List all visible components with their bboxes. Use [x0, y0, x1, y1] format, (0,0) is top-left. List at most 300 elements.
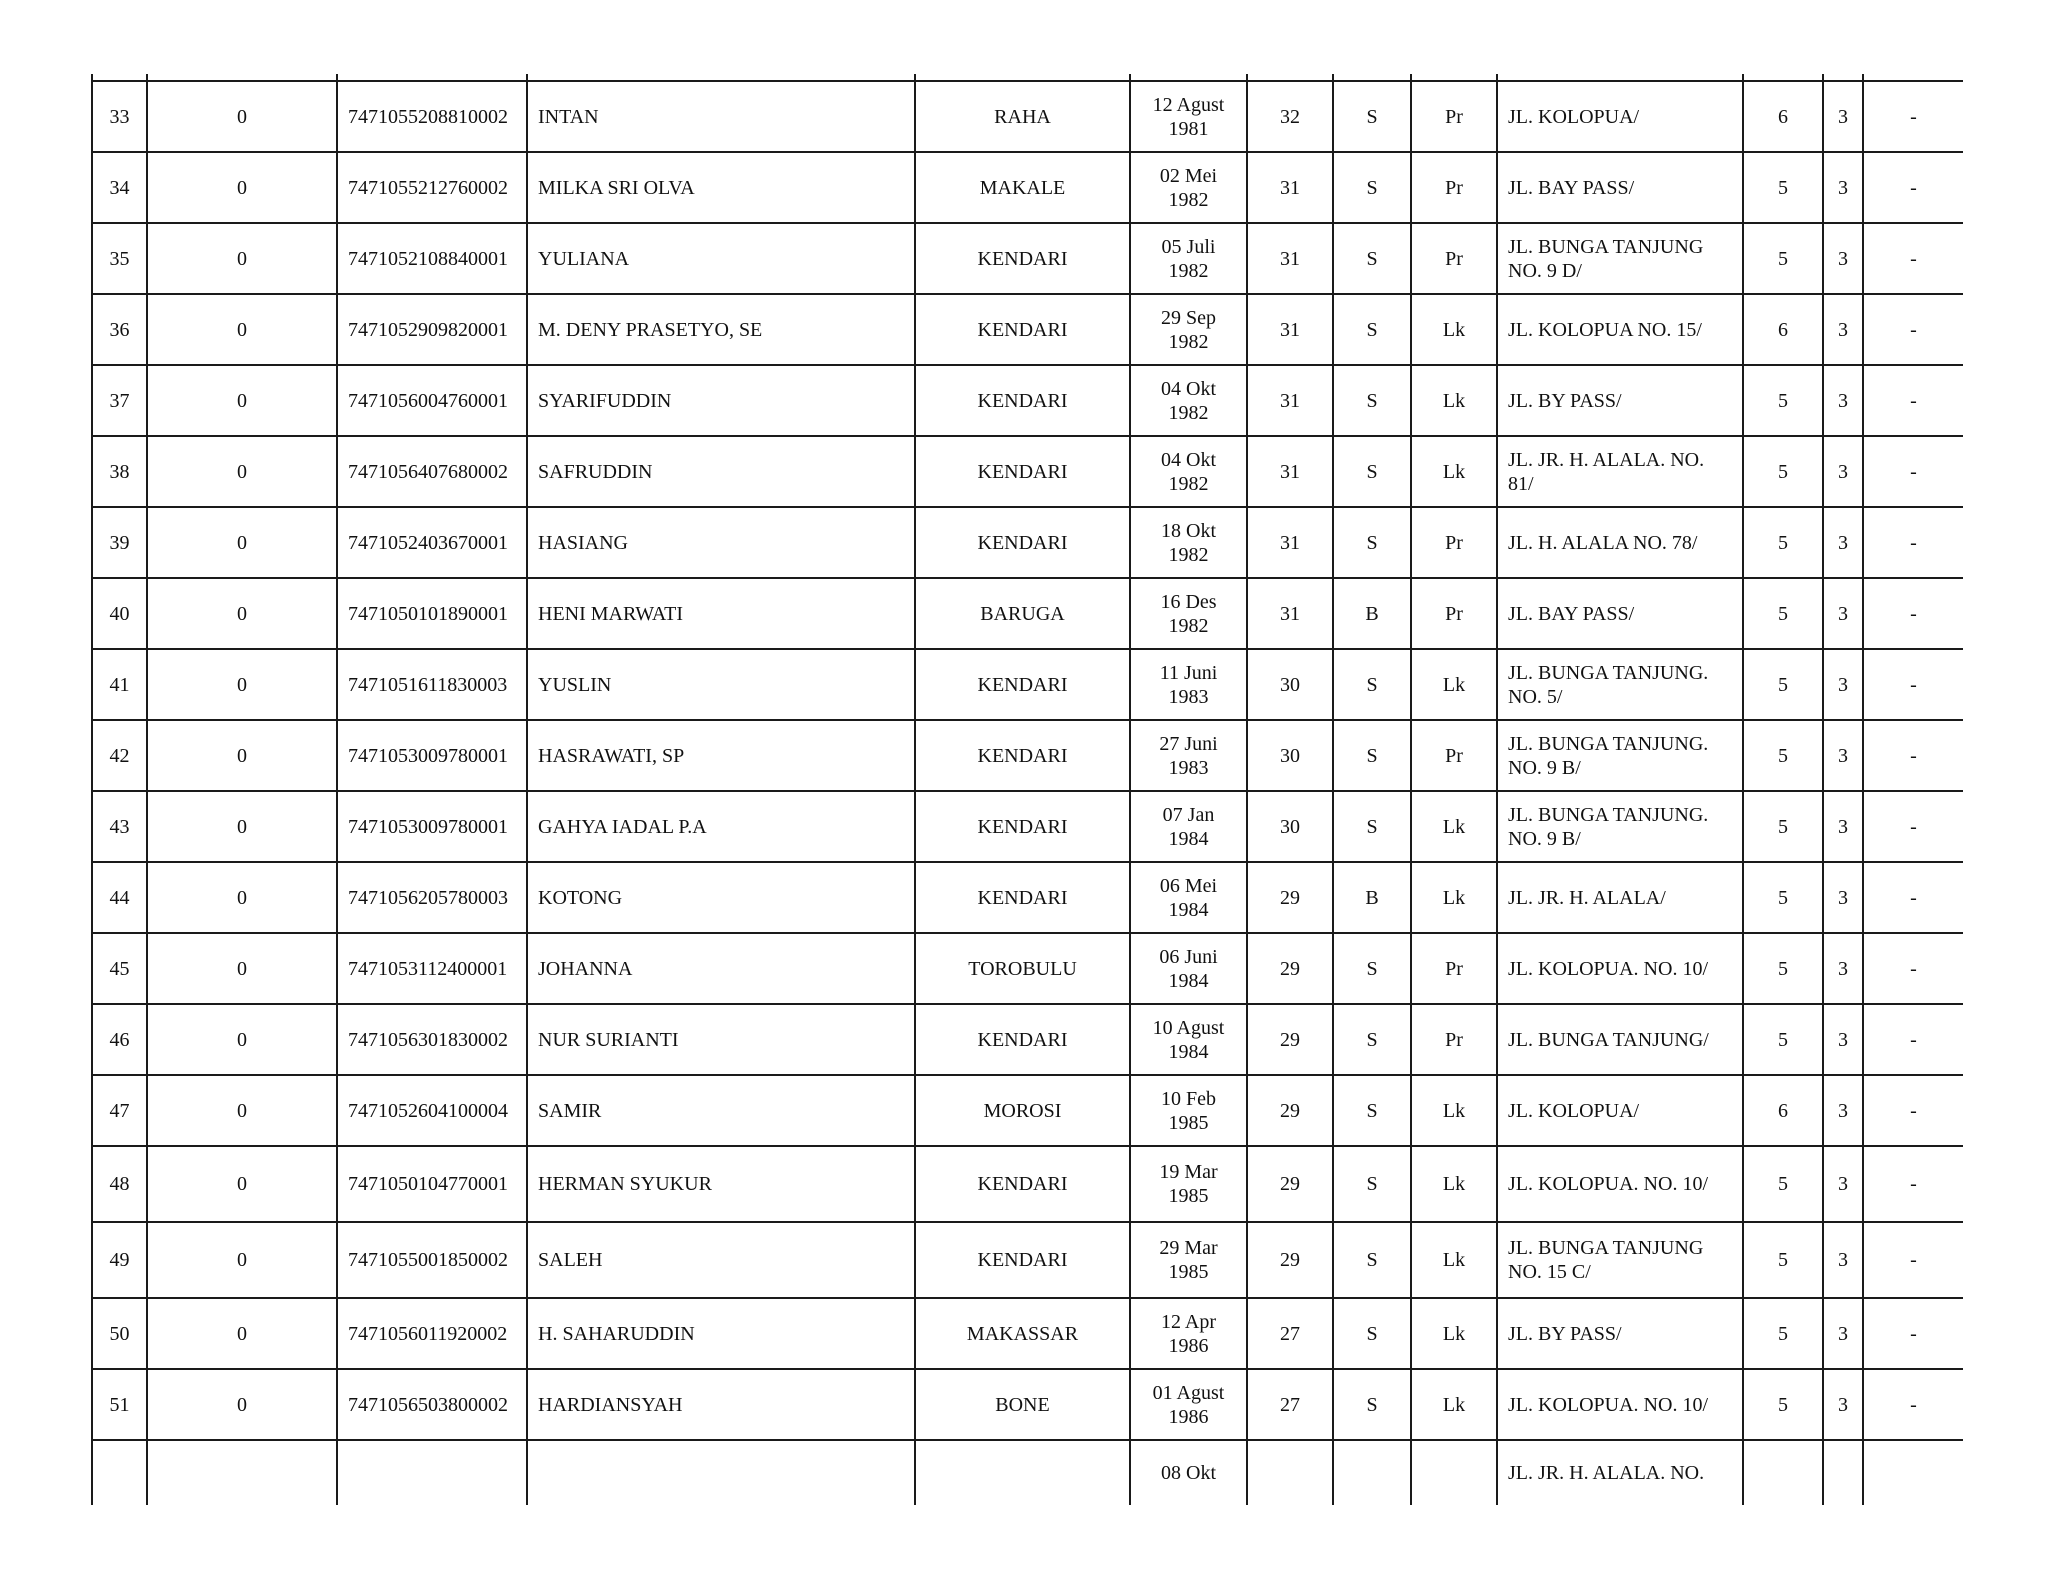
- cell-birthplace: KENDARI: [915, 1222, 1130, 1298]
- cell-nik: 7471056011920002: [337, 1298, 527, 1369]
- birthdate-day-month: 10 Agust: [1152, 1016, 1225, 1039]
- birthdate-day-month: 04 Okt: [1161, 448, 1216, 471]
- birthdate-year: 1982: [1168, 330, 1209, 353]
- birthdate-year: 1982: [1168, 259, 1209, 282]
- cell-sex: Lk: [1411, 1146, 1497, 1222]
- birthdate-day-month: 12 Agust: [1152, 93, 1225, 116]
- cell-no: 38: [92, 436, 147, 507]
- cell-age: 29: [1247, 1075, 1333, 1146]
- cell-no: 44: [92, 862, 147, 933]
- cell-rw: 3: [1823, 720, 1863, 791]
- cell-note: -: [1863, 436, 1963, 507]
- cell-status: S: [1333, 933, 1411, 1004]
- cell-no: 39: [92, 507, 147, 578]
- cell-sex: Lk: [1411, 1369, 1497, 1440]
- cell-age: 32: [1247, 81, 1333, 152]
- cell-birthplace: MAKALE: [915, 152, 1130, 223]
- cell-rt: 5: [1743, 365, 1823, 436]
- cell-birthplace: KENDARI: [915, 436, 1130, 507]
- birthdate-day-month: 16 Des: [1160, 590, 1217, 613]
- cell-birthdate: [1130, 1298, 1247, 1369]
- cell-birthdate: [1130, 1004, 1247, 1075]
- birthdate-year: 1982: [1168, 401, 1209, 424]
- cell-name: SAFRUDDIN: [527, 436, 915, 507]
- cell-sex: Lk: [1411, 649, 1497, 720]
- cell-age: 31: [1247, 365, 1333, 436]
- cell-address: JL. BUNGA TANJUNG/: [1497, 1004, 1743, 1075]
- cell-rt: 6: [1743, 1075, 1823, 1146]
- cell-no: 45: [92, 933, 147, 1004]
- cell-name: SAMIR: [527, 1075, 915, 1146]
- cell-nik: 7471052909820001: [337, 294, 527, 365]
- cell-nik: 7471055001850002: [337, 1222, 527, 1298]
- cell-age: 30: [1247, 720, 1333, 791]
- cell-name: YUSLIN: [527, 649, 915, 720]
- cell-status: S: [1333, 791, 1411, 862]
- cell-birthplace: KENDARI: [915, 1004, 1130, 1075]
- cell-age: 29: [1247, 1222, 1333, 1298]
- cell-name: INTAN: [527, 81, 915, 152]
- cell-birthdate: [1130, 1369, 1247, 1440]
- table-row: [92, 152, 1963, 223]
- cell-sex: [1411, 1440, 1497, 1505]
- cell-nik: 7471056407680002: [337, 436, 527, 507]
- cell-birthplace: KENDARI: [915, 791, 1130, 862]
- cell-rw: 3: [1823, 223, 1863, 294]
- table-row: [92, 1004, 1963, 1075]
- cell-flag: 0: [147, 720, 337, 791]
- cell-flag: 0: [147, 791, 337, 862]
- table-row: [92, 649, 1963, 720]
- cell-rw: 3: [1823, 1146, 1863, 1222]
- cell-birthdate: [1130, 1075, 1247, 1146]
- birthdate-day-month: 29 Mar: [1159, 1237, 1218, 1259]
- cell-note: -: [1863, 578, 1963, 649]
- cell-rw: 3: [1823, 578, 1863, 649]
- cell-age: 31: [1247, 436, 1333, 507]
- cell-note: -: [1863, 933, 1963, 1004]
- table-row: [92, 507, 1963, 578]
- cell-birthplace: MOROSI: [915, 1075, 1130, 1146]
- cell-no: 33: [92, 81, 147, 152]
- cell-nik: 7471052403670001: [337, 507, 527, 578]
- cell-birthplace: RAHA: [915, 81, 1130, 152]
- cell-rw: 3: [1823, 436, 1863, 507]
- cell-rw: 3: [1823, 294, 1863, 365]
- cell-rt: 6: [1743, 294, 1823, 365]
- cell-status: S: [1333, 223, 1411, 294]
- cell-age: 27: [1247, 1298, 1333, 1369]
- cell-sex: Pr: [1411, 81, 1497, 152]
- birthdate-day-month: 01 Agust: [1152, 1381, 1225, 1404]
- cell-nik: 7471050104770001: [337, 1146, 527, 1222]
- birthdate-day-month: 07 Jan: [1162, 803, 1215, 826]
- cell-birthplace: KENDARI: [915, 1146, 1130, 1222]
- table-row: [92, 1222, 1963, 1298]
- cell-age: 29: [1247, 1146, 1333, 1222]
- cell-sex: Lk: [1411, 791, 1497, 862]
- cell-flag: 0: [147, 294, 337, 365]
- cell-sex: Lk: [1411, 1075, 1497, 1146]
- cell-age: 29: [1247, 862, 1333, 933]
- cell-age: 31: [1247, 223, 1333, 294]
- cell-nik: 7471056205780003: [337, 862, 527, 933]
- cell-name: NUR SURIANTI: [527, 1004, 915, 1075]
- cell-birthplace: BONE: [915, 1369, 1130, 1440]
- cell-birthplace: KENDARI: [915, 223, 1130, 294]
- birthdate-year: 1982: [1168, 543, 1209, 566]
- cell-birthplace: BARUGA: [915, 578, 1130, 649]
- cell-status: S: [1333, 1222, 1411, 1298]
- cell-age: [1247, 1440, 1333, 1505]
- table-row: [92, 294, 1963, 365]
- cell-status: S: [1333, 649, 1411, 720]
- table-row: [92, 720, 1963, 791]
- cell-rw: 3: [1823, 1222, 1863, 1298]
- cell-nik: 7471052604100004: [337, 1075, 527, 1146]
- cell-flag: 0: [147, 223, 337, 294]
- cell-no: 34: [92, 152, 147, 223]
- cell-rt: 5: [1743, 1146, 1823, 1222]
- cell-note: -: [1863, 1222, 1963, 1298]
- cell-nik: 7471056503800002: [337, 1369, 527, 1440]
- cell-rt: 5: [1743, 720, 1823, 791]
- cell-sex: Lk: [1411, 862, 1497, 933]
- cell-address: JL. BUNGA TANJUNG NO. 9 D/: [1497, 223, 1743, 294]
- cell-no: 35: [92, 223, 147, 294]
- cell-birthplace: KENDARI: [915, 649, 1130, 720]
- cell-sex: Pr: [1411, 152, 1497, 223]
- birthdate-year: 1983: [1168, 685, 1209, 708]
- cell-age: 29: [1247, 933, 1333, 1004]
- cell-birthdate: [1130, 365, 1247, 436]
- cell-rt: 5: [1743, 507, 1823, 578]
- cell-birthdate: [1130, 507, 1247, 578]
- cell-address: JL. BUNGA TANJUNG NO. 15 C/: [1497, 1222, 1743, 1298]
- cell-status: S: [1333, 720, 1411, 791]
- cell-sex: Lk: [1411, 1222, 1497, 1298]
- cell-birthdate: [1130, 862, 1247, 933]
- cell-nik: 7471055212760002: [337, 152, 527, 223]
- birthdate-day-month: 04 Okt: [1161, 377, 1216, 400]
- cell-nik: 7471052108840001: [337, 223, 527, 294]
- cell-birthdate: [1130, 720, 1247, 791]
- cell-birthplace: KENDARI: [915, 862, 1130, 933]
- cell-address: JL. KOLOPUA/: [1497, 1075, 1743, 1146]
- cell-no: 42: [92, 720, 147, 791]
- cell-rw: 3: [1823, 1298, 1863, 1369]
- cell-name: HENI MARWATI: [527, 578, 915, 649]
- cell-rw: 3: [1823, 649, 1863, 720]
- cell-sex: Pr: [1411, 578, 1497, 649]
- cell-note: -: [1863, 649, 1963, 720]
- cell-sex: Lk: [1411, 436, 1497, 507]
- cell-status: S: [1333, 152, 1411, 223]
- cell-birthdate: [1130, 294, 1247, 365]
- cell-no: 46: [92, 1004, 147, 1075]
- cell-birthplace: KENDARI: [915, 365, 1130, 436]
- cell-rw: 3: [1823, 1369, 1863, 1440]
- cell-rt: 5: [1743, 578, 1823, 649]
- birthdate-year: 1982: [1168, 614, 1209, 637]
- cell-no: 49: [92, 1222, 147, 1298]
- table-row: [92, 933, 1963, 1004]
- birthdate-day-month: 27 Juni: [1159, 732, 1218, 755]
- cell-rw: 3: [1823, 81, 1863, 152]
- table-row: [92, 791, 1963, 862]
- cell-rt: 5: [1743, 152, 1823, 223]
- cell-age: 30: [1247, 791, 1333, 862]
- cell-note: -: [1863, 1298, 1963, 1369]
- cell-rw: 3: [1823, 507, 1863, 578]
- cell-address: JL. BUNGA TANJUNG. NO. 9 B/: [1497, 720, 1743, 791]
- cell-status: S: [1333, 1075, 1411, 1146]
- table-row: [92, 1298, 1963, 1369]
- cell-rt: 5: [1743, 1298, 1823, 1369]
- cell-address: JL. BAY PASS/: [1497, 152, 1743, 223]
- cell-flag: 0: [147, 1146, 337, 1222]
- cell-flag: 0: [147, 507, 337, 578]
- cell-name: HASRAWATI, SP: [527, 720, 915, 791]
- birthdate-year: 1986: [1168, 1405, 1209, 1428]
- cell-rw: 3: [1823, 152, 1863, 223]
- cell-status: B: [1333, 578, 1411, 649]
- cell-nik: 7471050101890001: [337, 578, 527, 649]
- cell-sex: Lk: [1411, 294, 1497, 365]
- cell-age: 29: [1247, 1004, 1333, 1075]
- cell-no: 50: [92, 1298, 147, 1369]
- table-row: [92, 862, 1963, 933]
- cell-address: JL. BUNGA TANJUNG. NO. 5/: [1497, 649, 1743, 720]
- cell-status: [1333, 1440, 1411, 1505]
- birthdate-year: 1982: [1168, 472, 1209, 495]
- cell-age: 31: [1247, 507, 1333, 578]
- cell-address: JL. BY PASS/: [1497, 365, 1743, 436]
- birthdate-year: 1984: [1168, 969, 1209, 992]
- birthdate-year: 1982: [1168, 188, 1209, 211]
- birthdate-day-month: 10 Feb: [1161, 1087, 1216, 1110]
- birthdate-year: 1985: [1168, 1111, 1209, 1134]
- birthdate-day-month: 06 Juni: [1159, 945, 1218, 968]
- cell-birthdate: [1130, 933, 1247, 1004]
- cell-note: -: [1863, 720, 1963, 791]
- cell-birthplace: TOROBULU: [915, 933, 1130, 1004]
- cell-no: 41: [92, 649, 147, 720]
- cell-birthdate: [1130, 223, 1247, 294]
- cell-rt: [1743, 1440, 1823, 1505]
- cell-name: SYARIFUDDIN: [527, 365, 915, 436]
- cell-flag: 0: [147, 1075, 337, 1146]
- cell-age: 27: [1247, 1369, 1333, 1440]
- cell-sex: Lk: [1411, 1298, 1497, 1369]
- cell-rt: 5: [1743, 791, 1823, 862]
- cell-birthdate: [1130, 791, 1247, 862]
- birthdate-day-month: 08 Okt: [1161, 1462, 1216, 1484]
- birthdate-day-month: 29 Sep: [1161, 306, 1216, 329]
- cell-name: HERMAN SYUKUR: [527, 1146, 915, 1222]
- resident-table: [91, 74, 1963, 1505]
- cell-nik: [337, 1440, 527, 1505]
- cell-status: S: [1333, 1298, 1411, 1369]
- cell-address: JL. JR. H. ALALA. NO. 81/: [1497, 436, 1743, 507]
- cell-address: JL. BY PASS/: [1497, 1298, 1743, 1369]
- cell-rt: 5: [1743, 862, 1823, 933]
- cell-rt: 5: [1743, 1222, 1823, 1298]
- birthdate-year: 1984: [1168, 1040, 1209, 1063]
- cell-sex: Lk: [1411, 365, 1497, 436]
- cell-rw: 3: [1823, 791, 1863, 862]
- table-row-partial: [92, 1440, 1963, 1505]
- birthdate-day-month: 05 Juli: [1161, 235, 1216, 258]
- cell-status: S: [1333, 507, 1411, 578]
- cell-rt: 5: [1743, 223, 1823, 294]
- cell-status: S: [1333, 1369, 1411, 1440]
- cell-birthdate: [1130, 1222, 1247, 1298]
- cell-rt: 5: [1743, 436, 1823, 507]
- cell-name: M. DENY PRASETYO, SE: [527, 294, 915, 365]
- cell-flag: 0: [147, 436, 337, 507]
- cell-note: -: [1863, 223, 1963, 294]
- cell-address: JL. BUNGA TANJUNG. NO. 9 B/: [1497, 791, 1743, 862]
- cell-address: JL. KOLOPUA. NO. 10/: [1497, 933, 1743, 1004]
- cell-no: 36: [92, 294, 147, 365]
- table-row: [92, 365, 1963, 436]
- birthdate-day-month: 12 Apr: [1161, 1310, 1216, 1333]
- cell-birthdate: [1130, 81, 1247, 152]
- cell-address: JL. KOLOPUA. NO. 10/: [1497, 1369, 1743, 1440]
- cell-flag: 0: [147, 152, 337, 223]
- cell-nik: 7471053112400001: [337, 933, 527, 1004]
- cell-note: -: [1863, 862, 1963, 933]
- cell-flag: 0: [147, 365, 337, 436]
- cell-flag: 0: [147, 1222, 337, 1298]
- cell-nik: 7471055208810002: [337, 81, 527, 152]
- cell-nik: 7471053009780001: [337, 791, 527, 862]
- cell-no: 51: [92, 1369, 147, 1440]
- cell-status: S: [1333, 1146, 1411, 1222]
- cell-age: 31: [1247, 152, 1333, 223]
- cell-name: [527, 1440, 915, 1505]
- cell-flag: 0: [147, 81, 337, 152]
- cell-name: GAHYA IADAL P.A: [527, 791, 915, 862]
- cell-status: S: [1333, 365, 1411, 436]
- birthdate-year: 1981: [1168, 117, 1209, 140]
- cell-rw: 3: [1823, 1004, 1863, 1075]
- cell-flag: [147, 1440, 337, 1505]
- cell-birthdate: [1130, 1146, 1247, 1222]
- cell-birthplace: KENDARI: [915, 294, 1130, 365]
- document-page: [91, 74, 1963, 1512]
- cell-note: -: [1863, 152, 1963, 223]
- cell-rt: 5: [1743, 933, 1823, 1004]
- cell-note: [1863, 1440, 1963, 1505]
- birthdate-year: 1983: [1168, 756, 1209, 779]
- cell-note: -: [1863, 507, 1963, 578]
- cell-birthplace: KENDARI: [915, 720, 1130, 791]
- cell-birthplace: [915, 1440, 1130, 1505]
- cell-address: JL. JR. H. ALALA. NO.: [1497, 1440, 1743, 1505]
- cell-rw: 3: [1823, 862, 1863, 933]
- cell-sex: Pr: [1411, 933, 1497, 1004]
- cell-name: MILKA SRI OLVA: [527, 152, 915, 223]
- cell-sex: Pr: [1411, 223, 1497, 294]
- table-row: [92, 1146, 1963, 1222]
- cell-status: B: [1333, 862, 1411, 933]
- cell-status: S: [1333, 436, 1411, 507]
- table-row: [92, 223, 1963, 294]
- cell-name: HASIANG: [527, 507, 915, 578]
- cell-rw: 3: [1823, 1075, 1863, 1146]
- cell-birthplace: KENDARI: [915, 507, 1130, 578]
- table-row: [92, 436, 1963, 507]
- table-top-edge: [92, 74, 1963, 81]
- cell-note: -: [1863, 1075, 1963, 1146]
- cell-name: JOHANNA: [527, 933, 915, 1004]
- cell-nik: 7471053009780001: [337, 720, 527, 791]
- cell-note: -: [1863, 1146, 1963, 1222]
- cell-age: 31: [1247, 294, 1333, 365]
- cell-name: HARDIANSYAH: [527, 1369, 915, 1440]
- table-row: [92, 1075, 1963, 1146]
- cell-birthdate: [1130, 152, 1247, 223]
- cell-birthdate: [1130, 1440, 1247, 1505]
- cell-birthdate: [1130, 436, 1247, 507]
- cell-note: -: [1863, 365, 1963, 436]
- cell-sex: Pr: [1411, 720, 1497, 791]
- cell-nik: 7471056004760001: [337, 365, 527, 436]
- cell-address: JL. H. ALALA NO. 78/: [1497, 507, 1743, 578]
- birthdate-day-month: 19 Mar: [1159, 1161, 1218, 1183]
- cell-note: -: [1863, 81, 1963, 152]
- birthdate-year: 1985: [1168, 1185, 1209, 1207]
- cell-age: 31: [1247, 578, 1333, 649]
- birthdate-year: 1986: [1168, 1334, 1209, 1357]
- birthdate-year: 1984: [1168, 827, 1209, 850]
- cell-status: S: [1333, 294, 1411, 365]
- cell-flag: 0: [147, 1369, 337, 1440]
- cell-note: -: [1863, 1369, 1963, 1440]
- cell-address: JL. BAY PASS/: [1497, 578, 1743, 649]
- birthdate-day-month: 02 Mei: [1159, 164, 1218, 187]
- table-body: [92, 74, 1963, 1505]
- cell-no: 37: [92, 365, 147, 436]
- cell-name: SALEH: [527, 1222, 915, 1298]
- cell-note: -: [1863, 1004, 1963, 1075]
- cell-name: YULIANA: [527, 223, 915, 294]
- cell-birthplace: MAKASSAR: [915, 1298, 1130, 1369]
- birthdate-day-month: 11 Juni: [1159, 661, 1218, 684]
- cell-flag: 0: [147, 649, 337, 720]
- cell-note: -: [1863, 791, 1963, 862]
- cell-age: 30: [1247, 649, 1333, 720]
- table-row: [92, 578, 1963, 649]
- cell-rt: 5: [1743, 1004, 1823, 1075]
- cell-sex: Pr: [1411, 1004, 1497, 1075]
- birthdate-day-month: 18 Okt: [1161, 519, 1216, 542]
- birthdate-day-month: 06 Mei: [1159, 874, 1218, 897]
- cell-rt: 6: [1743, 81, 1823, 152]
- cell-address: JL. KOLOPUA. NO. 10/: [1497, 1146, 1743, 1222]
- cell-no: 43: [92, 791, 147, 862]
- cell-sex: Pr: [1411, 507, 1497, 578]
- cell-rt: 5: [1743, 1369, 1823, 1440]
- birthdate-year: 1985: [1168, 1261, 1209, 1283]
- cell-status: S: [1333, 1004, 1411, 1075]
- cell-address: JL. KOLOPUA/: [1497, 81, 1743, 152]
- cell-name: KOTONG: [527, 862, 915, 933]
- cell-birthdate: [1130, 578, 1247, 649]
- table-row: [92, 81, 1963, 152]
